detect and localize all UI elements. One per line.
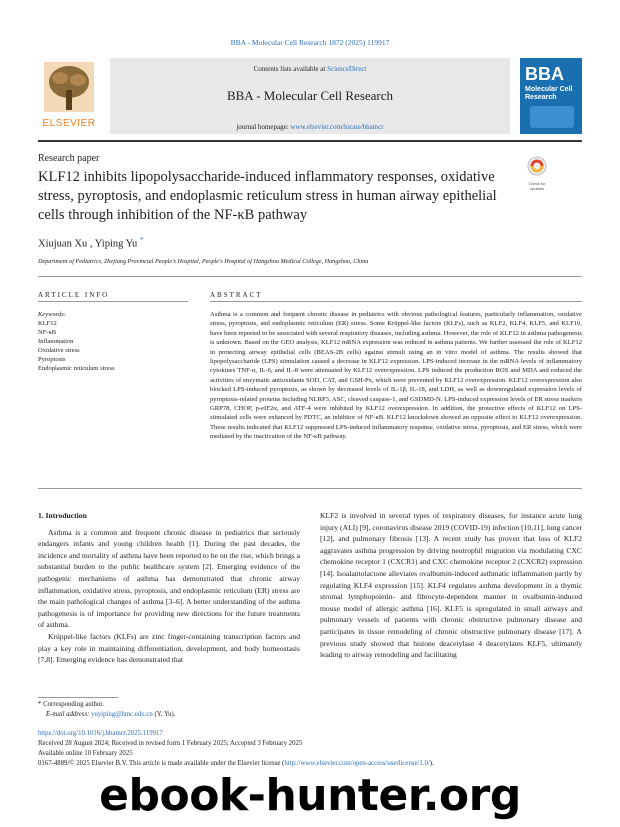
keyword: Oxidative stress	[38, 347, 80, 354]
email-label: E-mail address:	[46, 711, 92, 718]
keyword: Pyroptosis	[38, 356, 66, 363]
license-line	[38, 759, 598, 769]
divider	[38, 301, 188, 302]
sciencedirect-link[interactable]: ScienceDirect	[327, 65, 367, 73]
email-link[interactable]: yuyiping@hmc.edu.cn	[91, 711, 153, 718]
check-updates-icon	[524, 156, 550, 176]
abstract-heading: ABSTRACT	[210, 291, 263, 299]
license-link[interactable]: http://www.elsevier.com/open-access/userlicense/1.0/	[284, 760, 430, 767]
cover-title: BBA	[525, 64, 564, 84]
check-for-updates-badge[interactable]	[524, 156, 550, 191]
journal-citation[interactable]: BBA - Molecular Cell Research 1872 (2025) 119917	[230, 38, 390, 47]
divider	[210, 301, 582, 302]
keyword: NF-κB	[38, 329, 57, 336]
header-divider	[38, 140, 582, 142]
cover-graphic	[530, 106, 574, 128]
body-paragraph: KLF2 is involved in several types of respiratory diseases, for instance acute lung injury (ALI) [9], coronavirus disease 2019 (COVID-19) infection [10,11], lung cancer [12], and pulmonary fibrosis [13]. A recent study has proven that loss of KLF2 aggravates asthma progression by driving neutrophil migration via modulating CXC chemokine receptor 1 (CXCR1) and CXC chemokine receptor 2 (CXCR2) expression [14]. Isoalantolactone alleviates ovalbumin-induced asthmatic inflammation partly by regulating KLF4 expression [15]. KLF4 regulates asthma development in a thymic stromal lymphopoietin- and fibrocyte-dependent manner in ovalbumin-induced mouse model of allergic asthma [16]. KLF5 is upregulated in small airways and pulmonary vessels of patients with chronic obstructive pulmonary disease and participates in tissue remodeling of chronic obstructive pulmonary disease [17]. A previous study showed that histone deacetylase 4 deacetylates KLF5, ultimately leading to airway remodeling and facilitating	[320, 511, 582, 660]
body-paragraph: Krüppel-like factors (KLFs) are zinc finger-containing transcription factors and play a key role in maintaining differentiation, development, and body homeostasis [7,8]. Emerging evidence has demonstrated that	[38, 631, 300, 665]
check-updates-label: Check for updates	[528, 181, 546, 191]
elsevier-logo	[38, 58, 100, 134]
keyword: Inflammation	[38, 338, 74, 345]
abstract-text: Asthma is a common and frequent chronic disease in pediatrics with obvious pathological features, particularly inflammation, oxidative stress, pyroptosis, and endoplasmic reticulum (ER) stress. Some Krüppel-like factors (KLFs), such as KLF2, KLF4, KLF5, and KLF10, have been reported to be associated with several respiratory diseases, including asthma. However, the role of KLF12 in asthma pathogenesis is unknown. Based on the GEO analysis, KLF12 mRNA expression was reduced in asthma patients. We further assessed the role of KLF12 in protecting airway epithelial cells (BEAS-2B cells) against stimuli using an in vitro model of asthma. The results showed that lipopolysaccharide (LPS) stimulation caused a decrease in KLF12 expression. LPS-induced increase in the mRNA levels of inflammatory cytokines TNF-α, IL-6, and IL-8 were attenuated by KLF12 overexpression. LPS induced the production ROS and MDA and reduced the activities of enzymatic antioxidants SOD, CAT, and GSH-Px, which were prevented by KLF12 overexpression. KLF12 overexpression also blocked LPS-induced pyroptosis, as shown by decreased levels of IL-1β, IL-18, and LDH, as well as downregulated expression levels of pyroptosis-related proteins including NLRP3, ASC, cleaved caspase-1, and GSDMD-N. LPS-induced expression levels of ER stress markers GRP78, CHOP, p-eIF2α, and ATF-4 were inhibited by KLF12 overexpression. In addition, the protective effects of KLF12 on LPS-stimulated cells were enhanced by PDTC, an inhibitor of NF-κB. KLF12 knockdown showed an opposite effect to KLF12 overexpression. These results indicated that KLF12 suppressed LPS-induced inflammatory response, oxidative stress, pyroptosis, and ER stress, which were mediated by the inactivation of the NF-κB pathway.	[210, 311, 582, 441]
journal-cover	[520, 58, 582, 134]
corresponding-author-mark[interactable]: *	[139, 236, 144, 244]
keywords-block	[38, 310, 198, 373]
homepage-line	[110, 123, 510, 131]
article-info-heading: ARTICLE INFO	[38, 291, 110, 299]
homepage-prefix: journal homepage:	[236, 123, 291, 131]
license-suffix: ).	[429, 760, 434, 767]
corresponding-author-note: * Corresponding author.	[38, 701, 104, 708]
email-line	[38, 710, 338, 720]
divider	[38, 488, 582, 489]
body-column-right	[320, 510, 582, 661]
author-affiliation: Department of Pediatrics, Zhejiang Provincial People's Hospital, People's Hospital of Hangzhou Medical College, Hangzhou, China	[38, 258, 369, 265]
homepage-link[interactable]: www.elsevier.com/locate/bbamcr	[290, 123, 384, 131]
author-names: Xiujuan Xu , Yiping Yu	[38, 238, 140, 250]
elsevier-wordmark: ELSEVIER	[42, 118, 96, 129]
watermark: ebook-hunter.org	[99, 770, 521, 821]
footnote-divider	[38, 697, 118, 698]
license-prefix: 0167-4889/© 2025 Elsevier B.V. This article is made available under the Elsevier license (	[38, 760, 285, 767]
article-title: KLF12 inhibits lipopolysaccharide-induced inflammatory responses, oxidative stress, pyroptosis, and endoplasmic reticulum stress in human airway epithelial cells through inhibition of the NF-κB pathway	[38, 169, 497, 223]
article-type: Research paper	[38, 153, 100, 164]
contents-prefix: Contents lists available at	[253, 65, 328, 73]
email-suffix: (Y. Yu).	[152, 711, 176, 718]
available-online: Available online 10 February 2025	[38, 750, 133, 757]
author-list	[38, 236, 143, 250]
keywords-label: Keywords:	[38, 311, 66, 318]
body-column-left	[38, 510, 300, 666]
doi-link[interactable]: https://doi.org/10.1016/j.bbamcr.2025.119917	[38, 730, 163, 737]
received-dates: Received 28 August 2024; Received in revised form 1 February 2025; Accepted 3 February 2025	[38, 740, 303, 747]
cover-subtitle: Molecular Cell Research	[525, 86, 573, 101]
journal-name: BBA - Molecular Cell Research	[226, 88, 394, 103]
publication-info	[38, 729, 598, 769]
contents-line	[110, 65, 510, 73]
keyword: Endoplasmic reticulum stress	[38, 365, 115, 372]
divider	[38, 276, 582, 277]
introduction-heading: 1. Introduction	[38, 511, 87, 520]
body-paragraph: Asthma is a common and frequent chronic disease in pediatrics that seriously endangers infants and young children health [1]. During the past decades, the incidence and mortality of asthma have been reported to be on the rise, which brings a substantial burden to the public healthcare system [2]. Emerging evidence of the pathogenic mechanisms of asthma has demonstrated that chronic airway inflammation, oxidative stress, pyroptosis, and endoplasmic reticulum (ER) stress are the main pathological changes of asthma [3–6]. A better understanding of the asthma pathogenesis is of importance for providing new directions for the future treatments of asthma.	[38, 527, 300, 630]
keyword: KLF12	[38, 320, 57, 327]
footnote	[38, 700, 338, 720]
